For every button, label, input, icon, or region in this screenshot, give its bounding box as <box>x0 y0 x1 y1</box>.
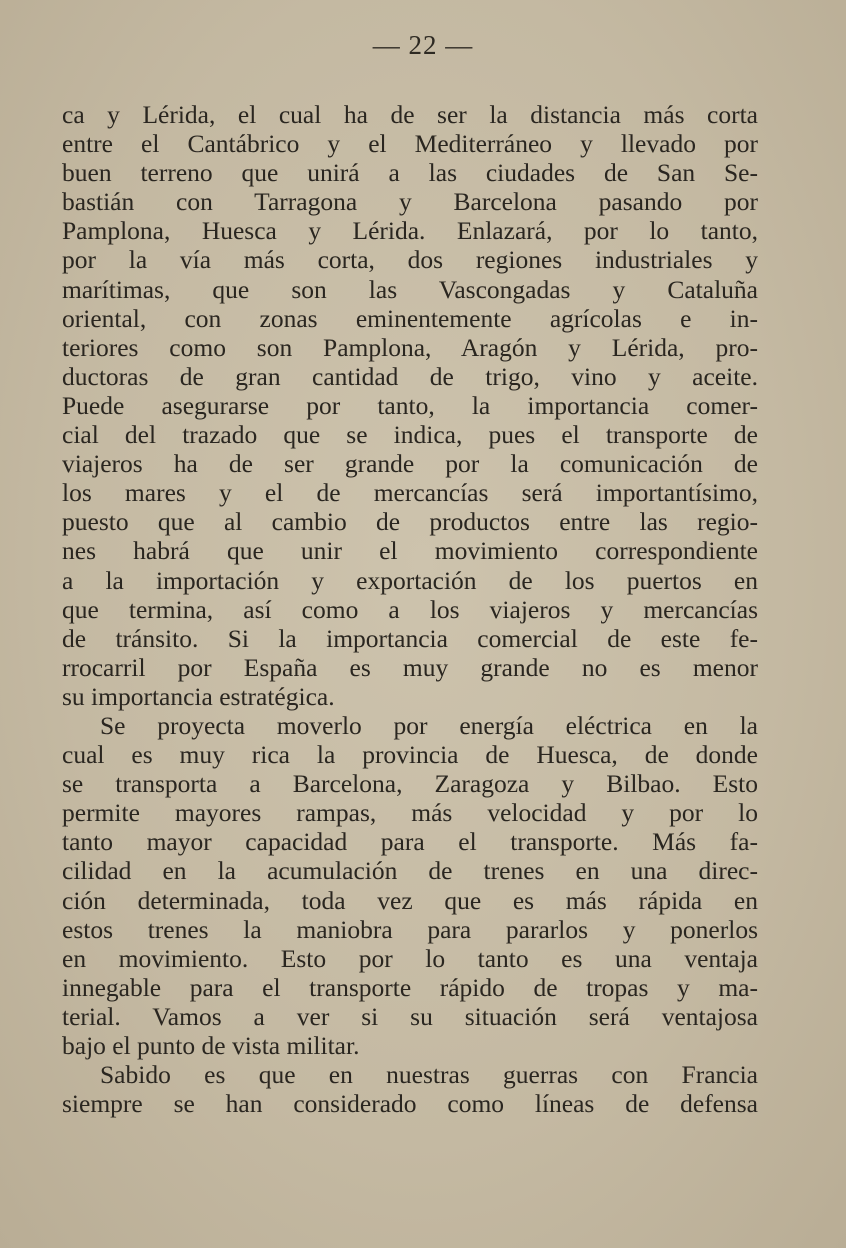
text-line: puesto que al cambio de productos entre las regio- <box>62 507 758 537</box>
text-line: entre el Cantábrico y el Mediterráneo y llevado por <box>62 129 758 159</box>
text-line: marítimas, que son las Vascongadas y Cataluña <box>62 274 758 304</box>
text-line: cual es muy rica la provincia de Huesca, de donde <box>62 740 758 770</box>
text-line: viajeros ha de ser grande por la comunicación de <box>62 449 758 479</box>
text-line: cial del trazado que se indica, pues el transporte de <box>62 420 758 450</box>
text-line: bajo el punto de vista militar. <box>62 1031 360 1060</box>
text-line: terial. Vamos a ver si su situación será ventajosa <box>62 1001 758 1031</box>
text-line: Pamplona, Huesca y Lérida. Enlazará, por lo tanto, <box>62 216 758 246</box>
text-line: cilidad en la acumulación de trenes en una direc- <box>62 856 758 886</box>
text-line: los mares y el de mercancías será importantísimo, <box>62 478 758 508</box>
text-line: ductoras de gran cantidad de trigo, vino y aceite. <box>62 361 758 391</box>
text-line: se transporta a Barcelona, Zaragoza y Bilbao. Esto <box>62 769 758 799</box>
text-line: estos trenes la maniobra para pararlos y ponerlos <box>62 914 758 944</box>
text-line: bastián con Tarragona y Barcelona pasando por <box>62 187 758 217</box>
text-line: oriental, con zonas eminentemente agrícolas e in- <box>62 303 758 333</box>
text-line: Se proyecta moverlo por energía eléctrica en la <box>100 710 758 740</box>
text-line: que termina, así como a los viajeros y mercancías <box>62 594 758 624</box>
text-line: nes habrá que unir el movimiento correspondiente <box>62 536 758 566</box>
page-number: — 22 — <box>372 30 474 60</box>
text-line: tanto mayor capacidad para el transporte. Más fa- <box>62 827 758 857</box>
text-line: ca y Lérida, el cual ha de ser la distancia más corta <box>62 100 758 129</box>
text-line: permite mayores rampas, más velocidad y por lo <box>62 798 758 828</box>
text-line: a la importación y exportación de los puertos en <box>62 565 758 595</box>
text-line: rrocarril por España es muy grande no es menor <box>62 652 758 682</box>
text-line: buen terreno que unirá a las ciudades de San Se- <box>62 158 758 188</box>
text-line: teriores como son Pamplona, Aragón y Lérida, pro- <box>62 332 758 362</box>
text-line: ción determinada, toda vez que es más rápida en <box>62 885 758 915</box>
text-line: Puede asegurarse por tanto, la importancia comer- <box>62 390 758 420</box>
text-line: su importancia estratégica. <box>62 681 335 711</box>
text-line: innegable para el transporte rápido de tropas y ma- <box>62 972 758 1002</box>
text-line: Sabido es que en nuestras guerras con Francia <box>100 1060 758 1090</box>
body-text <box>62 100 758 1118</box>
text-line: por la vía más corta, dos regiones industriales y <box>62 245 758 275</box>
text-line: de tránsito. Si la importancia comercial de este fe- <box>62 623 758 653</box>
text-line: siempre se han considerado como líneas de defensa <box>62 1089 758 1119</box>
text-line: en movimiento. Esto por lo tanto es una ventaja <box>62 943 758 973</box>
